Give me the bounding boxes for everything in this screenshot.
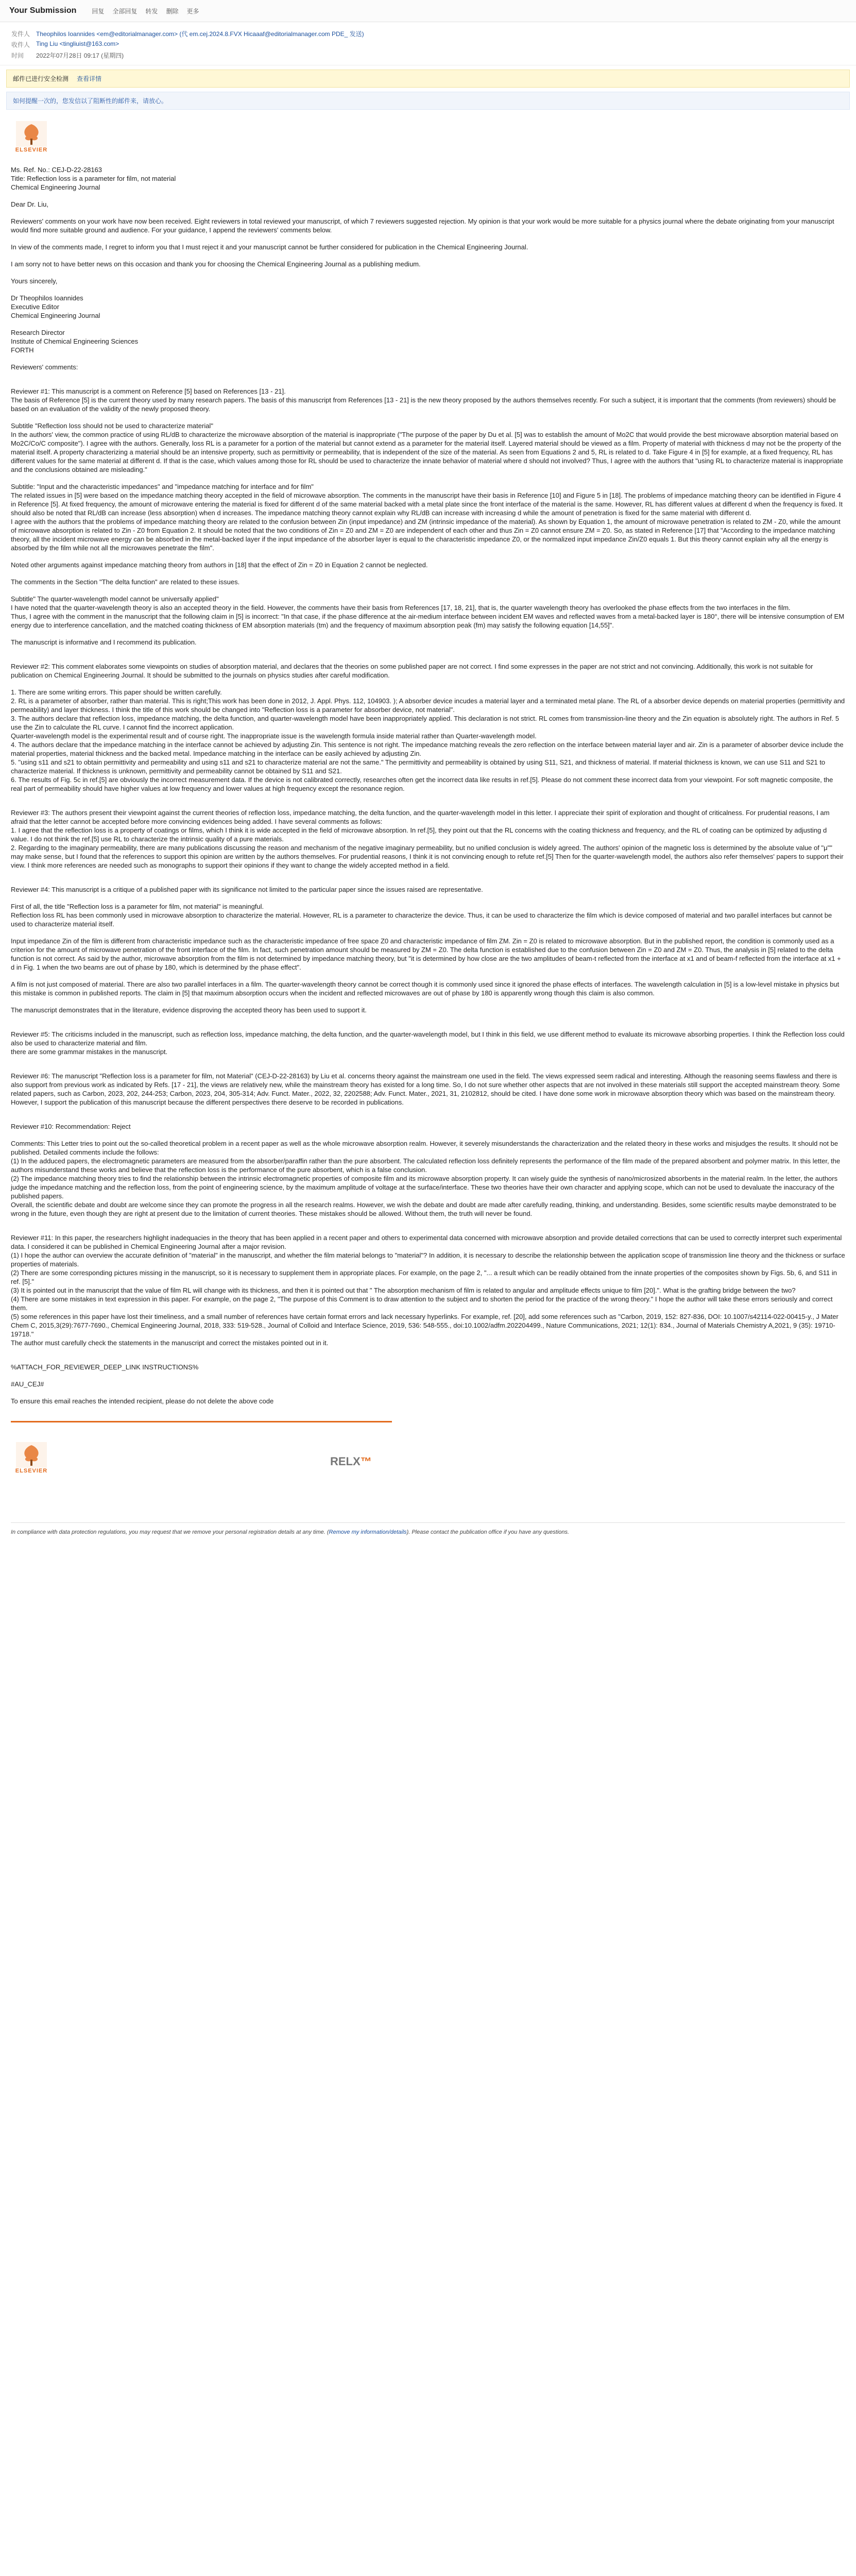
relx-logo: RELX™ [330, 1455, 372, 1468]
to-label: 收件人 [11, 41, 30, 48]
from-label: 发件人 [11, 30, 30, 38]
message-paragraphs [11, 217, 845, 1405]
paragraph: Noted other arguments against impedance matching theory from authors in [18] that the effect of Zin = Z0 in Equation 2 cannot be neglected. [11, 561, 428, 569]
footer-logo-text: ELSEVIER [15, 1468, 48, 1474]
greeting: Dear Dr. Liu, [11, 200, 48, 208]
reply-all-button[interactable]: 全部回复 [112, 7, 138, 15]
message-header [0, 22, 856, 65]
reply-button[interactable]: 回复 [92, 7, 105, 15]
paragraph: Research Director Institute of Chemical Engineering Sciences FORTH [11, 329, 139, 354]
remove-info-link[interactable]: Remove my information/details [329, 1529, 407, 1535]
paragraph: Reviewer #6: The manuscript "Reflection loss is a parameter for film, not Material" (CEJ-D-22-28163) by Liu et al. concerns theory against the mainstream one used in the field. The views expressed seem radical and interesting. Although the reasoning seems flawless and there is also support from previous work as indicated by Refs. [17 - 21], the views are relatively new, while the mainstream theory has existed for a long time. So, I do not sure whether other aspects that are not involved in these materials still support the accepted mainstream theory. Some related papers, such as Carbon, 2023, 202, 244-253; Carbon, 2023, 204, 305-314; Adv. Funct. Mater., 2022, 32, 2202588; Adv. Funct. Mater., 2021, 31, 2102812, should be cited. I have done some work in microwave absorption theory which was based on the mainstream theory. However, I support the publication of this manuscript because the different perspectives there deserve to be recorded in publications. [11, 1072, 840, 1106]
paragraph: Comments: This Letter tries to point out the so-called theoretical problem in a recent paper as well as the whole microwave absorption realm. However, it severely misunderstands the characterization and the related theory in these works and misjudges the results. It should not be published. Detailed comments include the follows: (1) In the adduced papers, the electromagnetic parameters are measured from the absorber/paraffin rather than the pure absorbent. The calculated reflection loss definitely represents the performance of the film made of the prepared absorbent and polymer matrix. In this letter, the authors misunderstand these works and believe that the reflection loss is the performance of the pure absorbent, which is a false conclusion. (2) The impedance matching theory tries to find the relationship between the intrinsic electromagnetic properties of composite film and its microwave absorption property. It can wisely guide the synthesis of nano/microsized absorbents in the material realm. In the letter, the authors judge the impedance matching and the reflection loss, from the point of engineering science, by the maximum amplitude of voltage at the surface/interface. These two theories have their own character and applying scope, which can not be used to devaluate the inaccuracy of the published papers. Overall, the scientific debate and doubt are welcome since they can promote the progress in all the research realms. However, we wish the debate and doubt are made after carefully reading, thinking, and understanding. Besides, some scientific results maybe demonstrated to be wrong in the future, even though they are right at present due to the limitation of current theories. These mistakes should be allowed. Without them, the truth will never be found. [11, 1140, 841, 1217]
privacy-notice [11, 1522, 845, 1535]
paragraph: Reviewers' comments on your work have now been received. Eight reviewers in total reviewed your manuscript, of which 7 reviewers suggested rejection. My opinion is that your work would be more suitable for a physics journal where the debate originating from your manuscript would find more suitable ground and audience. For your guidance, I append the reviewers' comments below. [11, 217, 834, 234]
date-label: 时间 [11, 52, 24, 59]
logo-text: ELSEVIER [15, 147, 48, 153]
paragraph: Input impedance Zin of the film is different from characteristic impedance such as the characteristic impedance of free space Z0 and characteristic impedance of film ZM. Zin = Z0 is related to microwave absorption. But in the published report, the condition is commonly used as a criterion for the amount of microwave penetration of the front interface of the film. In fact, such penetration amount should be measured by ZM = Z0. The delta function is established due to the confusion between Zin = Z0 and ZM = Z0. Thus, the analysis in [5] related to the delta function is not correct. As said by the author, microwave absorption from the film is not determined by impedance matching theory, but "it is determined by how close are the two amplitudes of beam-t reflected from the interface at x1 and of beam-f reflected from the interface at x1 + d in Fig. 1 when the two beams are out of phase by 180, which is determined by the phase effect". [11, 937, 841, 971]
paragraph: Reviewer #2: This comment elaborates some viewpoints on studies of absorption material, and declares that the theories on some published paper are not correct. I find some expresses in the paper are not strict and not convincing. Additionally, this work is not suitable for publication on Chemical Engineering Journal. It should be submitted to the journals on physics studies after careful modification. [11, 663, 813, 679]
ref-no: Ms. Ref. No.: CEJ-D-22-28163 [11, 166, 102, 174]
paragraph: The manuscript demonstrates that in the literature, evidence disproving the accepted theory has been used to support it. [11, 1006, 367, 1014]
window-title: Your Submission [9, 6, 77, 15]
to-value[interactable]: Ting Liu <tingliuist@163.com> [36, 40, 119, 47]
toolbar [92, 7, 199, 15]
paragraph: %ATTACH_FOR_REVIEWER_DEEP_LINK INSTRUCTIONS% [11, 1363, 199, 1371]
paragraph: The manuscript is informative and I recommend its publication. [11, 638, 197, 646]
paragraph: Reviewer #4: This manuscript is a critique of a published paper with its significance not limited to the particular paper since the issues raised are representative. [11, 886, 483, 893]
footer-elsevier-logo [11, 1442, 52, 1474]
paragraph: Reviewer #3: The authors present their viewpoint against the current theories of reflection loss, impedance matching, the delta function, and the quarter-wavelength model in this letter. I appreciate their spirit of exploration and thought of criticalness. For prudential reasons, I am afraid that the letter cannot be accepted before more convincing evidences being added. I have several comments as follows: 1. I agree that the reflection loss is a property of coatings or films, which I think it is wide accepted in the field of microwave absorption. In ref.[5], they point out that the RL concerns with the coating thickness and frequency, and the RL of coating can be optimized by adjusting d value. I do not think the ref.[5] use RL to characterize the intrinsic quality of a pure materials. 2. Regarding to the imaginary permeability, there are many publications discussing the reason and mechanism of the negative imaginary permeability, but no unified conclusion is widely agreed. The authors' opinion of the magnetic loss is determined by the absolute value of "μ"" may make sense, but I found that the references to support this opinion are written by the authors themselves. For prudential reasons, I think it is not convincing enough to refute ref.[5] Then for the quarter-wavelength model, the authors also refer themselves' papers to support their view. I think more references are needed such as monographs to support their opinions if they want to change the widely accepted method in a field. [11, 809, 844, 869]
privacy-prefix: In compliance with data protection regulations, you may request that we remove your personal registration details at any time. ( [11, 1529, 329, 1535]
paragraph: #AU_CEJ# [11, 1380, 44, 1388]
paragraph: Reviewer #11: In this paper, the researchers highlight inadequacies in the theory that has been applied in a recent paper and others to experimental data concerned with microwave absorption and provide detailed corrections that can be used to correctly interpret such experimental data. I considered it can be published in Chemical Engineering Journal after a major revision. (1) I hope the author can overview the accurate definition of "material" in the manuscript, and whether the film material belongs to "material"? In addition, it is necessary to describe the relationship between the application scope of transmission line theory and the thickness or surface properties of materials. (2) There are some corresponding pictures missing in the manuscript, so it is necessary to supplement them in appropriate places. For example, on the page 2, "... a result which can be readily obtained from the innate properties of the composites shown by Figs. 5b, 6, and S11 in ref. [5]." (3) It is pointed out in the manuscript that the value of film RL will change with its thickness, and then it is pointed out that " The absorption mechanism of film is related to angular and amplitude effects unique to film [20].". What is the grafting bridge between the two? (4) There are some mistakes in text expression in this paper. For example, on the page 2, "The purpose of this Comment is to draw attention to the subject and to shorten the period for the practice of the wrong theory." I hope the author will take these errors seriously and correct them. (5) some references in this paper have lost their timeliness, and a small number of references have certain format errors and lack necessary hyperlinks. For example, ref. [20], add some references such as "Carbon, 2019, 152: 827-836, DOI: 10.1007/s42114-022-00415-y., J Mater Chem C, 2015,3(29):7677-7690., Chemical Engineering Journal, 2018, 333: 519-528., Journal of Colloid and Interface Science, 2019, 536: 548-555., doi:10.1002/adfm.202204499., Nature Communications, 2021; 12(1): 834., Journal of Materials Chemistry A,2021, 9 (35): 19710-19718." The author must carefully check the statements in the manuscript and correct the mistakes pointed out in it. [11, 1234, 845, 1347]
paragraph: Subtitle "Reflection loss should not be used to characterize material" In the authors' view, the common practice of using RL/dB to characterize the microwave absorption of the material is inappropriate ("The purpose of the paper by Du et al. [5] was to establish the amount of Mo2C that would provide the best microwave absorption material based on Mo2C/Co/C composite"). I agree with the authors. Generally, loss RL is a parameter for a portion of the material but cannot extend as a parameter for the material itself. Layered material should be viewed as a film. Property of material with thickness d may not be the property of the material itself. A property characterizing a material should be an intensive property, such as permittivity or permeability, that is independent of the size of the material. As seen from Equations 2 and 5, RL is related to d. Take Figure 4 in [5] for example, at a fixed frequency, RL has different values for the same material at different d. If that is the case, which values among those for RL should be used to characterize the innate behavior of material where d should not involved? Thus, I agree with the authors that "using RL to characterize material is inappropriate and the conclusions obtained are misleading." [11, 422, 843, 473]
paragraph: Reviewer #5: The criticisms included in the manuscript, such as reflection loss, impedance matching, the delta function, and the quarter-wavelength model, but I think in this field, we use different method to evaluate its microwave absorbing properties. I think the Reflection loss could also be used to characterize material and film. there are some grammar mistakes in the manuscript. [11, 1030, 845, 1056]
date-value: 2022年07月28日 09:17 (星期四) [36, 52, 124, 59]
security-banner [6, 70, 850, 88]
paragraph: To ensure this email reaches the intended recipient, please do not delete the above code [11, 1397, 274, 1405]
paragraph: I am sorry not to have better news on this occasion and thank you for choosing the Chemical Engineering Journal as a publishing medium. [11, 260, 421, 268]
footer-tree-icon [16, 1442, 47, 1468]
window-bar [0, 0, 856, 22]
paragraph: First of all, the title "Reflection loss is a parameter for film, not material" is meaningful. Reflection loss RL has been commonly used in microwave absorption to characterize the material. However, RL is a parameter to characterize the device. Thus, it can be used to characterize the film which is device composed of material and two parallel interfaces but cannot be used to characterize material itself. [11, 903, 832, 928]
paragraph: Reviewers' comments: [11, 363, 78, 371]
mail-body [11, 121, 845, 1535]
from-value[interactable]: Theophilos Ioannides <em@editorialmanager.com> (代 em.cej.2024.8.FVX Hicaaaf@editorialmanager.com PDE_ 发送) [36, 30, 364, 38]
paragraph: 1. There are some writing errors. This paper should be written carefully. 2. RL is a parameter of absorber, rather than material. This is right;This work has been done in 2012, J. Appl. Phys. 112, 104903. ); A absorber device incudes a material layer and a terminated metal plane. The RL of a absorber device depends on material properties (permittivity and permeability) and layer thickness. I think the title of this work should be changed into "Reflection loss is a parameter for absorber device, not material". 3. The authors declare that reflection loss, impedance matching, the delta function, and quarter-wavelength model have been inappropriately applied. This declaration is not strict. RL comes from transmission-line theory and the Zin equation is absolutely right. The authors in Ref. 5 use the Zin to calculate the RL curve. I cannot find the incorrect application. Quarter-wavelength model is the experimental result and of course right. The inappropriate issue is the wavelength formula inside material rather than Quarter-wavelength model. 4. The authors declare that the impedance matching in the interface cannot be achieved by adjusting Zin. This sentence is not right. The impedance matching reveals the zero reflection on the interface between material layer and air. Zin is a parameter of absorber device include the material properties, material thickness and the backed metal. Impedance matching in the interface can be easily achieved by adjusting Zin. 5. "using s11 and s21 to obtain permittivity and permeability and using s11 and s21 to characterize material are not the same." The permittivity and permeability is obtained by using S11, S21, and thickness of material. If material thickness is known, we can use S11 and S21 to characterize material. If thickness is unknown, permittivity and permeability cannot be obtained by S11 and S21. 6. The results of Fig. 5c in ref.[5] are obviously the incorrect measurement data. If the device is not calibrated correctly, researches often get the incorrect data like results in ref.[5]. Please do not comment these incorrect data from your viewpoint. For soft magnetic composite, the real part of permeability should have higher values at low frequency and lower values at high frequency except the resonance region. [11, 688, 845, 792]
manuscript-title: Title: Reflection loss is a parameter for film, not material [11, 175, 176, 182]
paragraph: Reviewer #1: This manuscript is a comment on Reference [5] based on References [13 - 21]. The basis of Reference [5] is the current theory used by many research papers. The basis of this manuscript from References [13 - 21] is the new theory proposed by the authors themselves recently. For such a subject, it is important that the comments (from reviewers) should be based on an evaluation of the validity of the newly proposed theory. [11, 387, 836, 413]
paragraph: Dr Theophilos Ioannides Executive Editor Chemical Engineering Journal [11, 294, 100, 319]
journal-name: Chemical Engineering Journal [11, 183, 100, 191]
paragraph: In view of the comments made, I regret to inform you that I must reject it and your manuscript cannot be further considered for publication in the Chemical Engineering Journal. [11, 243, 528, 251]
paragraph: Reviewer #10: Recommendation: Reject [11, 1123, 131, 1130]
security-details-link[interactable]: 查看详情 [77, 75, 102, 82]
divider [11, 1421, 392, 1422]
elsevier-logo [11, 121, 52, 153]
paragraph: Subtitle" The quarter-wavelength model cannot be universally applied" I have noted that the quarter-wavelength theory is also an accepted theory in the field. However, the comments have their basis from References [17, 18, 21], that is, the quarter wavelength theory has overlooked the phase effects from the two interfaces in the film. Thus, I agree with the comment in the manuscript that the following claim in [5] is incorrect: "In that case, if the phase difference at the air-medium interface between incident EM waves and reflected waves from a metal-backed layer is 180°, there will be intensive consumption of EM energy due to interference cancellation, and the matched coating thickness of EM absorption materials (tm) and the frequency of maximum absorption peak (fm) may satisfy the following equation [14,55]". [11, 595, 845, 629]
delete-button[interactable]: 删除 [166, 7, 179, 15]
paragraph: Subtitle: "Input and the characteristic impedances" and "impedance matching for interface and for film" The related issues in [5] were based on the impedance matching theory accepted in the field of microwave absorption. The comments in the manuscript have their basis in Reference [10] and Figure 5 in [18]. The problems of impedance matching theory can be identified in Figure 4 in Reference [5]. At fixed frequency, the amount of microwave entering the material is fixed for different d of the same material backed with a metal plate since the front interface of the material is the same. However, RL has different values at different d when the frequency is fixed. It should also be noted that RL/dB can increase (less absorption) when d increases. The impedance matching theory cannot explain why RL/dB can increase with increasing d while the amount of penetration is fixed for the same material with different d. I agree with the authors that the problems of impedance matching theory are related to the confusion between Zin (input impedance) and ZM (intrinsic impedance of the material). As shown by Equation 1, the amount of microwave penetration is related to ZM - Z0, while the amount of microwave absorption is related to Zin - Z0 from Equation 2. It should be noted that the two conditions of Zin = Z0 and ZM = Z0 are independent of each other and thus Zin = Z0 cannot ensure ZM = Z0. So, as stated in Reference [17] that "According to the impedance matching theory, all the incident microwave energy can be absorbed in the metal-backed layer if the input impedance of the absorber layer is equal to the characteristic impedance Z0, or the normalized input impedance Zin/Z0 equals 1. But this theory cannot explain why all the energy is absorbed by the film while not all the microwaves penetrate the film". [11, 483, 843, 552]
notice-banner: 如何提醒一次的，您发信以了阻断性的邮件来，请放心。 [6, 92, 850, 110]
more-button[interactable]: 更多 [186, 7, 199, 15]
forward-button[interactable]: 转发 [145, 7, 158, 15]
paragraph: The comments in the Section "The delta function" are related to these issues. [11, 578, 240, 586]
security-text: 邮件已进行安全检测 [13, 75, 69, 82]
privacy-suffix: ). Please contact the publication office if you have any questions. [406, 1529, 570, 1535]
paragraph: A film is not just composed of material. There are also two parallel interfaces in a film. The quarter-wavelength theory cannot be correct though it is commonly used since it ignored the phase effects of interfaces. The wavelength calculation in [5] is a low-level mistake in physics but this mistake is common in published reports. The claim in [5] that maximum absorption occurs when the incident and reflected microwaves are out of phase by 180 is apparently wrong though this claim is also common. [11, 980, 840, 997]
paragraph: Yours sincerely, [11, 277, 58, 285]
footer-logos [11, 1432, 845, 1507]
intro [11, 165, 845, 192]
tree-icon [16, 121, 47, 147]
relx-text: RELX [330, 1455, 361, 1468]
